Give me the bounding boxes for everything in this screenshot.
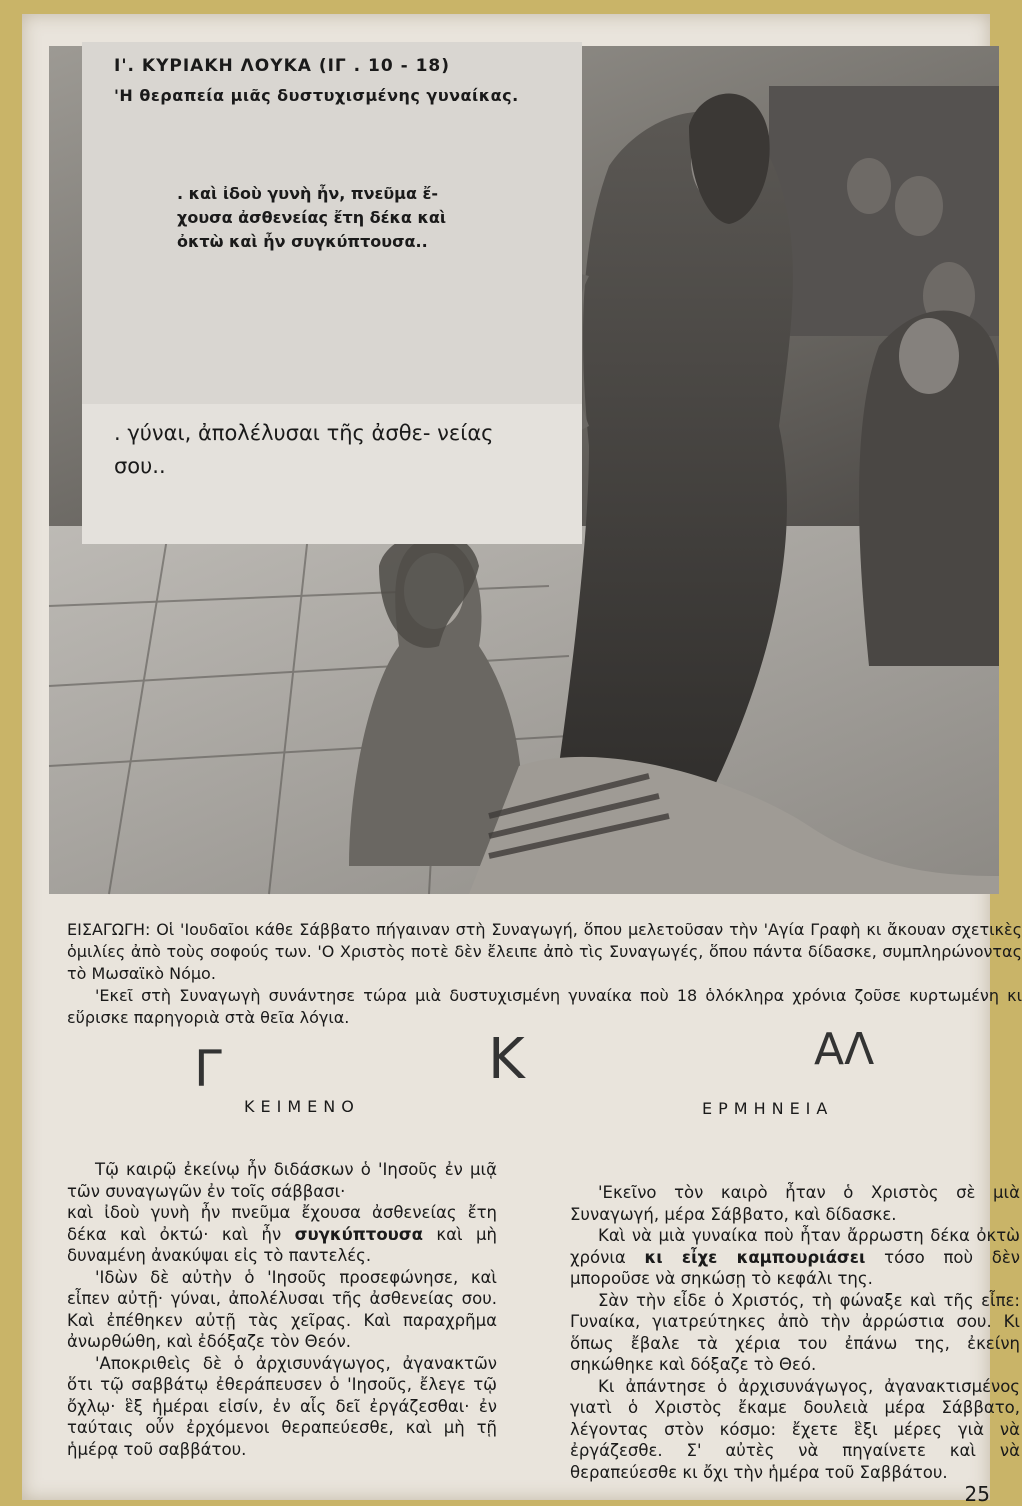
original-text-span: καὶ ἰδοὺ γυνὴ ἦν πνεῦμα ἔχουσα ἀσθενείας ἔτη δέκα καὶ ὀκτώ· καὶ ἦν <box>67 1203 497 1244</box>
original-text-paragraph-3: 'Ιδὼν δὲ αὐτὴν ὁ 'Ιησοῦς προσεφώνησε, καὶ εἶπεν αὐτῇ· γύναι, ἀπολέλυσαι τῆς ἀσθενείας σου. Καὶ ἐπέθηκεν αὐτῇ τὰς χεῖρας. Καὶ παραχρῆμα ἀνωρθώθη, καὶ ἐδόξαζε τὸν Θεόν. <box>67 1267 497 1351</box>
handwritten-mark-alpha-lambda: ΑΛ <box>814 1024 875 1075</box>
page-title: Ι'. ΚΥΡΙΑΚΗ ΛΟΥΚΑ (ΙΓ . 10 - 18) <box>114 56 451 76</box>
interpretation-paragraph-3: Σὰν τὴν εἶδε ὁ Χριστός, τὴ φώναξε καὶ τῆς εἶπε: Γυναίκα, γιατρεύτηκες ἀπὸ τὴν ἀρρώστια σου. Κι ὅπως ἔβαλε τὰ χέρια του ἐπάνω της, ἐκείνη σηκώθηκε καὶ δόξαζε τὸ Θεό. <box>570 1290 1020 1374</box>
interpretation-paragraph-2 <box>570 1225 1020 1290</box>
interpretation-paragraph-1: 'Εκεῖνο τὸν καιρὸ ἦταν ὁ Χριστὸς σὲ μιὰ Συναγωγή, μέρα Σάββατο, καὶ δίδασκε. <box>570 1183 1020 1224</box>
interpretation-span: τόσο ποὺ δὲν μποροῦσε νὰ σηκώσῃ τὸ κεφάλι της. <box>570 1247 1021 1288</box>
scripture-quote-1: . καὶ ἰδοὺ γυνὴ ἦν, πνεῦμα ἔ- χουσα ἀσθενείας ἔτη δέκα καὶ ὀκτὼ καὶ ἦν συγκύπτουσα.. <box>177 184 447 251</box>
original-text-span: καὶ μὴ δυναμένη ἀνακύψαι εἰς τὸ παντελές. <box>67 1224 497 1265</box>
interpretation-paragraph-4: Κι ἀπάντησε ὁ ἀρχισυνάγωγος, ἀγανακτισμένος γιατὶ ὁ Χριστὸς ἔκαμε δουλειὰ μέρα Σάββατο, λέγοντας στὸν κόσμο: ἔχετε ἓξι μέρες γιὰ νὰ ἐργάζεσθε. Σ' αὐτὲς νὰ πηγαίνετε καὶ νὰ θεραπεύεσθε κι ὄχι τὴν ἡμέρα τοῦ Σαββάτου. <box>570 1376 1020 1482</box>
magazine-page <box>22 14 1022 1506</box>
original-text-paragraph-1: Τῷ καιρῷ ἐκείνῳ ἦν διδάσκων ὁ 'Ιησοῦς ἐν μιᾷ τῶν συναγωγῶν ἐν τοῖς σάββασι· <box>67 1160 497 1201</box>
interpretation-emphasis: κι εἶχε καμπουριάσει <box>644 1247 866 1267</box>
original-text-column <box>67 1159 497 1460</box>
intro-paragraph-2: 'Εκεῖ στὴ Συναγωγὴ συνάντησε τώρα μιὰ δυστυχισμένη γυναίκα ποὺ 18 ὁλόκληρα χρόνια ζοῦσε κυρτωμένη κι εὕρισκε παρηγοριὰ στὰ θεῖα λόγια. <box>67 986 1022 1027</box>
column-label-text: ΚΕΙΜΕΝΟ <box>244 1097 360 1116</box>
page-number: 25 <box>964 1482 990 1506</box>
handwritten-mark-kappa: Κ <box>488 1027 525 1092</box>
column-label-interpretation: ΕΡΜΗΝΕΙΑ <box>702 1099 834 1118</box>
page-subtitle: 'Η θεραπεία μιᾶς δυστυχισμένης γυναίκας. <box>114 86 519 105</box>
introduction <box>67 919 1022 1029</box>
interpretation-span: Καὶ νὰ μιὰ γυναίκα ποὺ ἦταν ἄρρωστη δέκα ὀκτὼ χρόνια <box>570 1226 1020 1267</box>
interpretation-column <box>570 1182 1020 1483</box>
original-text-paragraph-2 <box>67 1202 497 1267</box>
intro-paragraph-1: ΕΙΣΑΓΩΓΗ: Οἱ 'Ιουδαῖοι κάθε Σάββατο πήγαιναν στὴ Συναγωγή, ὅπου μελετοῦσαν τὴν 'Αγία Γραφὴ κι ἄκουαν σχετικὲς ὁμιλίες ἀπὸ τοὺς σοφούς των. 'Ο Χριστὸς ποτὲ δὲν ἔλειπε ἀπὸ τὶς Συναγωγές, ὅπου πάντα δίδασκε, συμπληρώνοντας τὸ Μωσαϊκὸ Νόμο. <box>67 920 1022 983</box>
original-text-paragraph-4: 'Αποκριθεὶς δὲ ὁ ἀρχισυνάγωγος, ἀγανακτῶν ὅτι τῷ σαββάτῳ ἐθεράπευσεν ὁ 'Ιησοῦς, ἔλεγε τῷ ὄχλῳ· ἓξ ἡμέραι εἰσίν, ἐν αἷς δεῖ ἐργάζεσθαι· ἐν ταύταις οὖν ἐρχόμενοι θεραπεύεσθε, καὶ μὴ τῇ ἡμέρᾳ τοῦ σαββάτου. <box>67 1353 497 1459</box>
scripture-quote-2: . γύναι, ἀπολέλυσαι τῆς ἀσθε- νείας σου.. <box>114 421 494 478</box>
handwritten-mark-gamma: Γ <box>194 1040 222 1098</box>
original-text-emphasis: συγκύπτουσα <box>294 1224 423 1244</box>
